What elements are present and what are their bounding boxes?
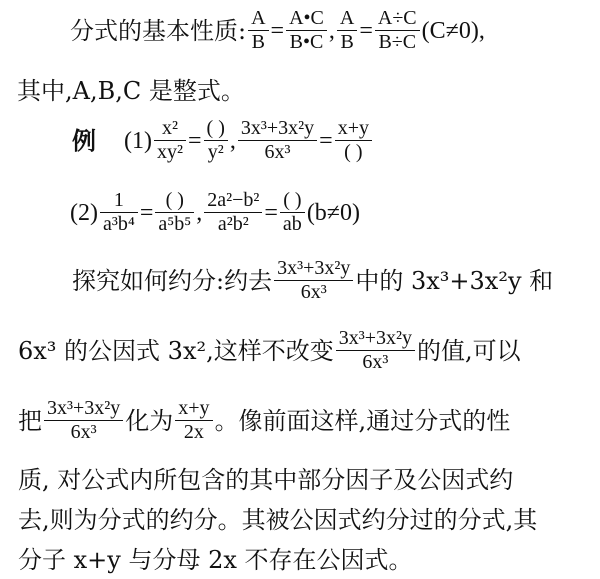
condition-c-nonzero: (C≠0),	[421, 17, 485, 44]
fraction-a-over-b: $\frac{A}{B}$	[248, 8, 268, 53]
para-line-6-text: 分子 x+y 与分母 2x 不存在公因式。	[18, 546, 413, 574]
fraction-a-over-b-2: $\frac{A}{B}$	[337, 8, 357, 53]
comma: ,	[328, 17, 335, 44]
ex2-equals-2: =	[264, 199, 278, 226]
example-1-index: (1)	[124, 127, 152, 154]
property-intro: 分式的基本性质:	[70, 16, 247, 45]
ex2-fraction-4: $\frac{( )}{ab}$	[280, 190, 305, 235]
para-line-5	[18, 508, 537, 532]
para-line-1-end: 中的 3x³+3x²y 和	[355, 266, 554, 295]
equals-sign: =	[270, 17, 285, 44]
para-line-3	[18, 398, 510, 443]
para-line-5-text: 去,则为分式的约分。其被公因式约分过的分式,其	[18, 506, 538, 534]
condition-b-nonzero: (b≠0)	[306, 199, 360, 226]
para-line-6	[18, 548, 413, 572]
fraction-ac-over-bc: $\frac{A•C}{B•C}$	[286, 8, 327, 53]
para-line-3-end: 。像前面这样,通过分式的性	[214, 406, 511, 435]
ex1-fraction-3: $\frac{\text{3x³+3x²y}}{\text{6x³}}$	[238, 118, 317, 163]
example-2-line	[70, 190, 360, 235]
ex1-fraction-1: $\frac{\text{x²}}{\text{xy²}}$	[154, 118, 186, 163]
integer-expressions-text: 其中,A,B,C 是整式。	[17, 77, 245, 105]
ex1-fraction-2: $\frac{( )}{\text{y²}}$	[204, 118, 228, 163]
ex1-equals-2: =	[319, 127, 333, 154]
example-1-line	[72, 118, 374, 163]
para-line-2-end: 的值,可以	[417, 336, 521, 365]
ex2-comma: ,	[196, 199, 203, 226]
para-line-3-start: 把	[18, 406, 42, 435]
ex2-fraction-3: $\frac{\text{2a²−b²}}{\text{a²b²}}$	[204, 190, 262, 235]
para-line-2-start: 6x³ 的公因式 3x²,这样不改变	[18, 336, 334, 365]
fraction-adivc-over-bdivc: $\frac{A\div C}{B\div C}$	[375, 8, 420, 53]
para-line-1	[72, 258, 553, 303]
para-line-1-fraction: $\frac{\text{3x³+3x²y}}{\text{6x³}}$	[274, 258, 353, 303]
para-line-3-mid: 化为	[125, 406, 174, 435]
para-line-4-text: 质, 对公式内所包含的其中部分因子及公因式约	[18, 466, 514, 494]
equals-sign-2: =	[359, 17, 373, 44]
para-line-3-fraction-1: $\frac{\text{3x³+3x²y}}{\text{6x³}}$	[44, 398, 123, 443]
ex1-fraction-4: $\frac{x+y}{( )}$	[335, 118, 372, 163]
ex2-fraction-2: $\frac{( )}{\text{a⁵b⁵}}$	[155, 190, 194, 235]
ex1-equals-1: =	[187, 127, 202, 154]
ex2-equals-1: =	[139, 199, 154, 226]
ex1-comma: ,	[229, 127, 236, 154]
ex2-fraction-1: $\frac{1}{\text{a³b⁴}}$	[100, 190, 138, 235]
para-line-4	[18, 468, 513, 492]
para-line-2	[18, 328, 521, 373]
para-line-1-start: 探究如何约分:约去	[72, 266, 273, 295]
integer-expressions-line	[17, 79, 245, 103]
example-2-index: (2)	[70, 199, 98, 226]
para-line-2-fraction: $\frac{\text{3x³+3x²y}}{\text{6x³}}$	[336, 328, 415, 373]
example-label: 例	[72, 126, 96, 155]
property-line	[70, 8, 485, 53]
para-line-3-fraction-2: $\frac{x+y}{2x}$	[175, 398, 212, 443]
